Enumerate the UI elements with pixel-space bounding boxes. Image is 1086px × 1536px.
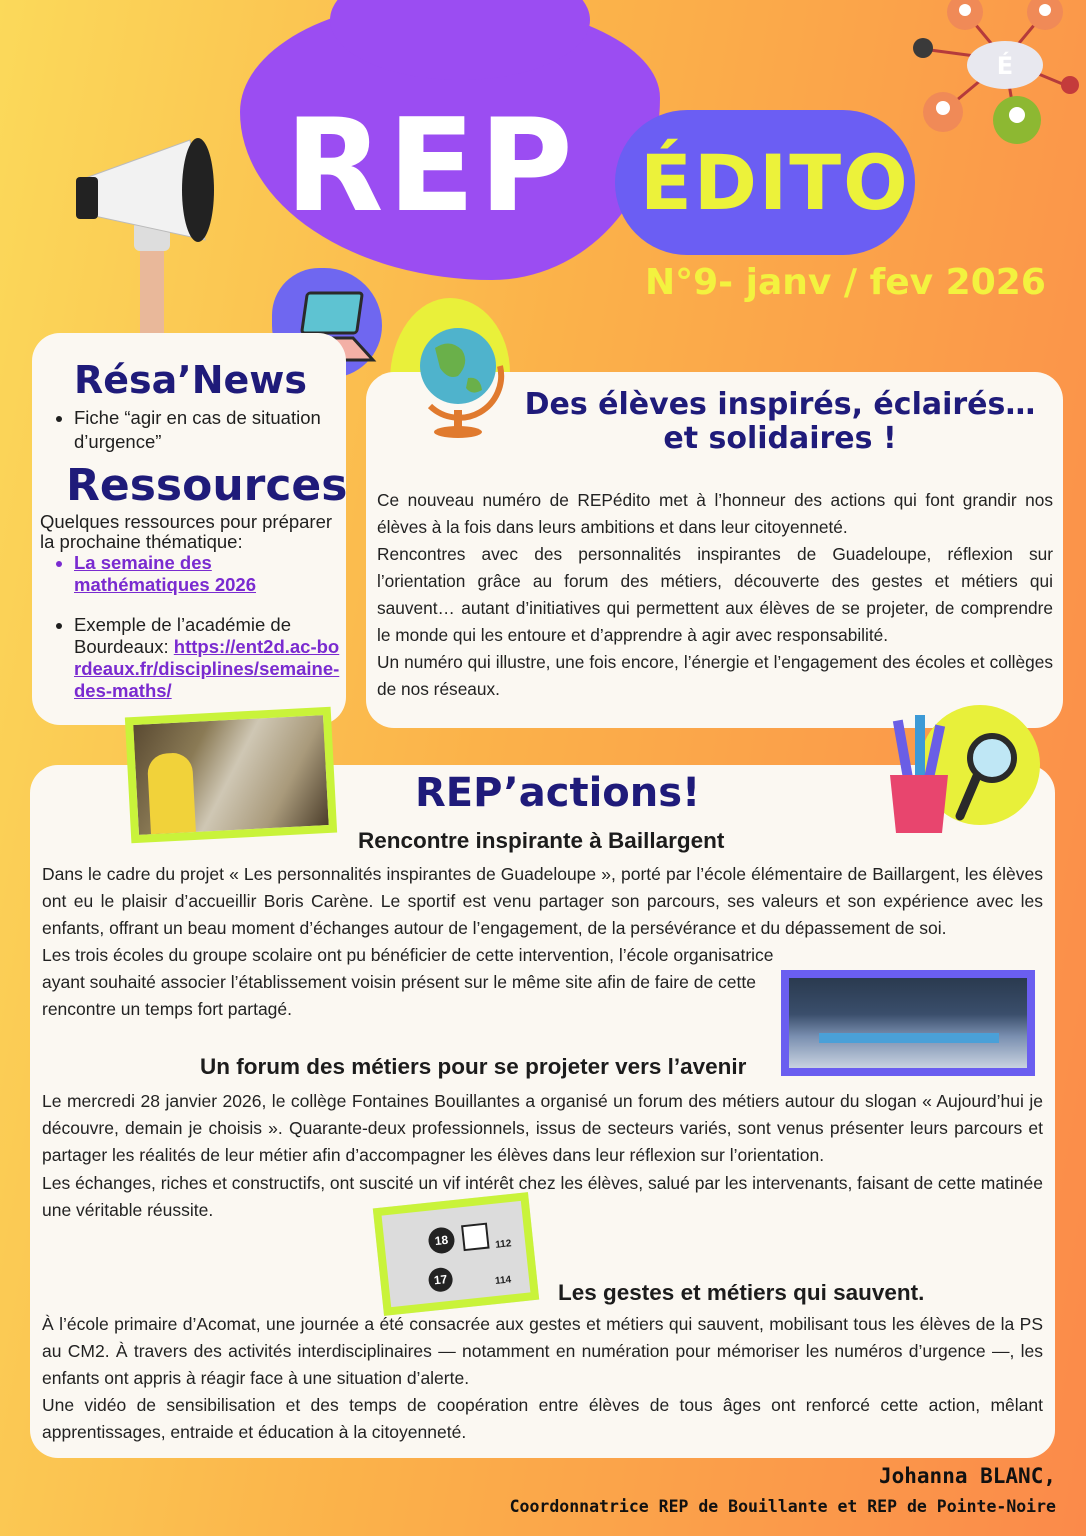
ressources-item2-text: Exemple de l’académie de Bourdeaux: bbox=[74, 614, 291, 657]
edito-paragraph: Un numéro qui illustre, une fois encore, l’énergie et l’engagement des écoles et collèges de nos réseaux. bbox=[377, 652, 1053, 699]
section3-heading: Les gestes et métiers qui sauvent. bbox=[558, 1280, 925, 1305]
emergency-numbers-photo bbox=[373, 1192, 539, 1316]
section2-p2: Les échanges, riches et constructifs, ont suscité un vif intérêt chez les élèves, salué par les intervenants, faisant de cette matinée une véritable réussite. bbox=[42, 1173, 1043, 1220]
resa-news-list bbox=[40, 406, 340, 454]
megaphone-icon bbox=[70, 135, 230, 365]
magnifier-icon bbox=[952, 730, 1022, 825]
ressources-link-bordeaux[interactable]: https://ent2d.ac-bordeaux.fr/disciplines/semaine-des-maths/ bbox=[74, 636, 340, 701]
ressources-title: Ressources bbox=[66, 460, 348, 511]
phone-icon bbox=[461, 1223, 490, 1252]
network-badge: É bbox=[996, 52, 1014, 80]
photo-person bbox=[147, 752, 196, 834]
section1-heading: Rencontre inspirante à Baillargent bbox=[358, 828, 725, 853]
section3-p1: À l’école primaire d’Acomat, une journée a été consacrée aux gestes et métiers qui sauvent, mobilisant tous les élèves de la PS au CM2. À travers des activités interdisciplinaires — notamment en numération pour mémoriser les numéros d’urgence —, les enfants ont appris à réagir face à une situation d’alerte. bbox=[42, 1314, 1043, 1388]
issue-number: N°9- janv / fev 2026 bbox=[645, 262, 1046, 303]
forum-table bbox=[819, 1033, 999, 1043]
edito-body bbox=[377, 487, 1053, 703]
resa-news-item: • Fiche “agir en cas de situation d’urgence” bbox=[74, 406, 340, 454]
ressources-intro: Quelques ressources pour préparer la prochaine thématique: bbox=[40, 511, 333, 552]
signature-name: Johanna BLANC, bbox=[878, 1464, 1056, 1488]
edito-paragraph: Ce nouveau numéro de REPédito met à l’honneur des actions qui font grandir nos élèves à la fois dans leurs ambitions et dans leur citoyenneté. bbox=[377, 490, 1053, 537]
forum-photo bbox=[781, 970, 1035, 1076]
edito-title: Des élèves inspirés, éclairés… et solidaires ! bbox=[524, 387, 1036, 456]
emergency-number-17: 17 bbox=[427, 1267, 453, 1293]
title-edito: ÉDITO bbox=[640, 138, 910, 227]
pencil-cup-icon bbox=[880, 715, 960, 840]
emergency-number-18: 18 bbox=[427, 1226, 456, 1255]
section2-p1: Le mercredi 28 janvier 2026, le collège Fontaines Bouillantes a organisé un forum des métiers autour du slogan « Aujourd’hui je découvre, demain je choisis ». Quarante-deux professionnels, issus de secteurs variés, sont venus présenter leurs parcours et partager les réalités de leur métier afin d’accompagner les élèves dans leur réflexion sur l’orientation. bbox=[42, 1091, 1043, 1165]
baillargent-photo bbox=[125, 707, 337, 844]
section2-heading: Un forum des métiers pour se projeter vers l’avenir bbox=[200, 1054, 747, 1079]
section3-p2: Une vidéo de sensibilisation et des temps de coopération entre élèves de tous âges ont renforcé cette action, mêlant apprentissages, entraide et éducation à la citoyenneté. bbox=[42, 1395, 1043, 1442]
emergency-number-114: 114 bbox=[494, 1274, 512, 1288]
resa-news-title: Résa’News bbox=[74, 358, 308, 402]
globe-icon bbox=[410, 318, 510, 443]
section1-p2: Les trois écoles du groupe scolaire ont pu bénéficier de cette intervention, l’école organisatrice ayant souhaité associer l’établissement voisin présent sur le même site afin de faire de cette rencontre un temps fort partagé. bbox=[42, 945, 774, 1019]
ressources-link-semaine-maths[interactable]: La semaine des mathématiques 2026 bbox=[74, 552, 257, 595]
network-icon bbox=[905, 0, 1080, 145]
emergency-number-112: 112 bbox=[494, 1238, 512, 1251]
ressources-list bbox=[40, 552, 340, 702]
title-rep: REP bbox=[285, 92, 577, 241]
section1-p1: Dans le cadre du projet « Les personnalités inspirantes de Guadeloupe », porté par l’école élémentaire de Baillargent, les élèves ont eu le plaisir d’accueillir Boris Carène. Le sportif est venu partager son parcours, ses valeurs et son expérience avec les enfants, offrant un beau moment d’échanges autour de l’engagement, de la persévérance et du dépassement de soi. bbox=[42, 864, 1043, 938]
signature-role: Coordonnatrice REP de Bouillante et REP de Pointe-Noire bbox=[509, 1497, 1056, 1516]
rep-actions-title: REP’actions! bbox=[415, 770, 701, 816]
edito-paragraph: Rencontres avec des personnalités inspirantes de Guadeloupe, réflexion sur l’orientation grâce au forum des métiers, découverte des gestes et métiers qui sauvent… autant d’initiatives qui permettent aux élèves de se projeter, de comprendre le monde qui les entoure et d’apprendre à agir avec responsabilité. bbox=[377, 544, 1053, 645]
